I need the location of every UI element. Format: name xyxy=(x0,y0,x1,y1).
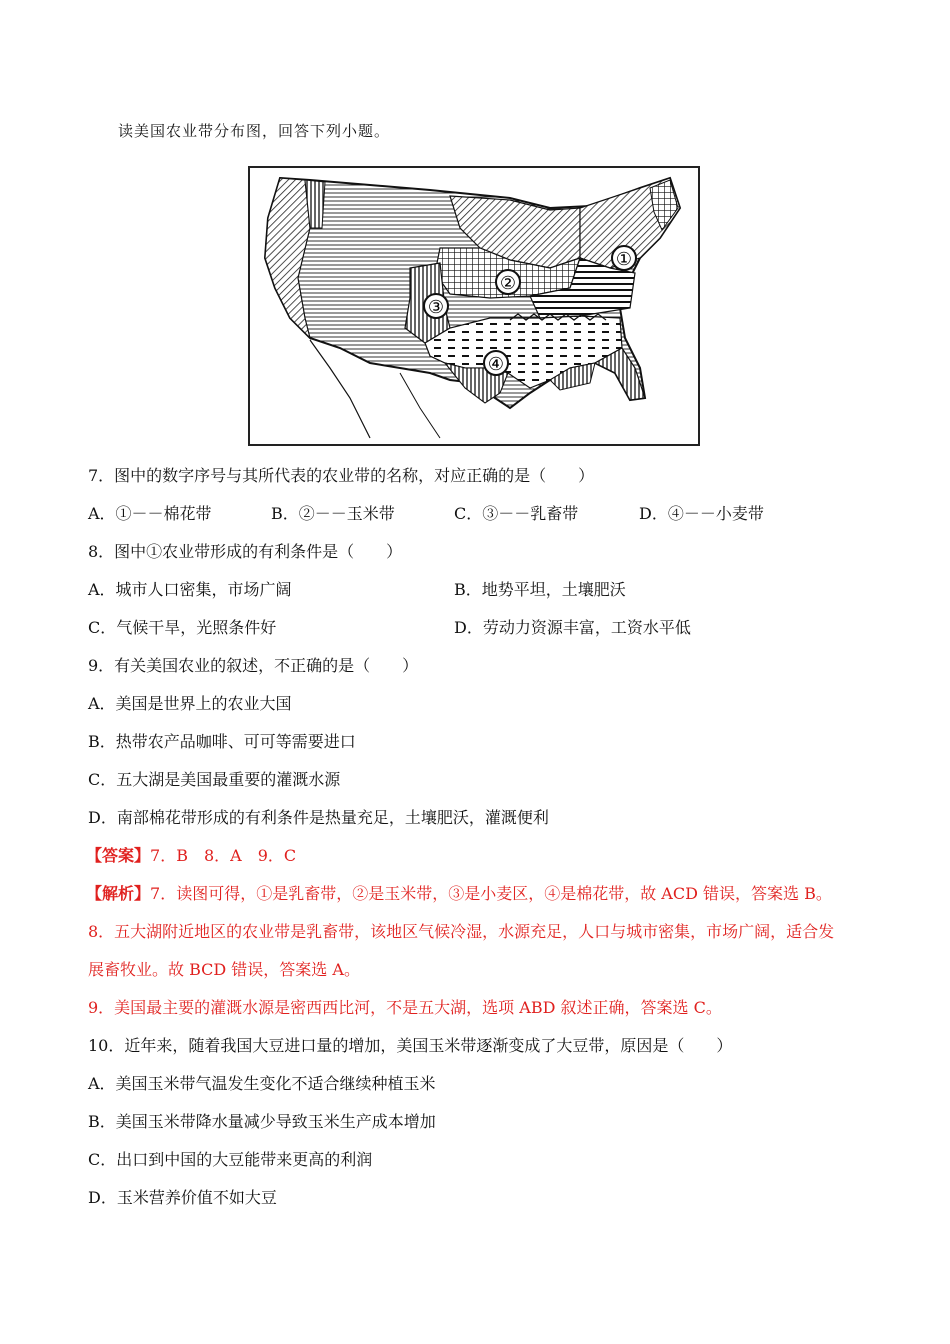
analysis-line-8b: 展畜牧业。故 BCD 错误，答案选 A。 xyxy=(88,960,360,979)
q8-option-a: A．城市人口密集，市场广阔 xyxy=(88,580,292,599)
q10-option-c: C．出口到中国的大豆能带来更高的利润 xyxy=(88,1150,373,1169)
q7-option-b: B．②－－玉米带 xyxy=(271,504,395,523)
q8-option-d: D．劳动力资源丰富，工资水平低 xyxy=(454,618,691,637)
answer-line xyxy=(86,846,296,866)
q10-stem: 10．近年来，随着我国大豆进口量的增加，美国玉米带逐渐变成了大豆带，原因是（ ） xyxy=(88,1036,733,1055)
map-label-1 xyxy=(612,246,636,270)
answer-label: 【答案】 xyxy=(86,846,151,865)
q8-option-c: C．气候干旱，光照条件好 xyxy=(88,618,277,637)
map-label-3 xyxy=(424,294,448,318)
analysis-line-8a: 8．五大湖附近地区的农业带是乳畜带，该地区气候冷湿，水源充足，人口与城市密集，市场广阔，适合发 xyxy=(88,922,835,941)
q9-option-d: D．南部棉花带形成的有利条件是热量充足，土壤肥沃，灌溉便利 xyxy=(88,808,549,827)
q8-option-b: B．地势平坦，土壤肥沃 xyxy=(454,580,626,599)
q8-stem: 8．图中①农业带形成的有利条件是（ ） xyxy=(88,542,403,561)
answer-text: 7．B 8．A 9．C xyxy=(150,846,297,865)
svg-text:④: ④ xyxy=(487,354,505,375)
q10-option-a: A．美国玉米带气温发生变化不适合继续种植玉米 xyxy=(88,1074,436,1093)
q10-option-b: B．美国玉米带降水量减少导致玉米生产成本增加 xyxy=(88,1112,436,1131)
q7-option-c: C．③－－乳畜带 xyxy=(454,504,579,523)
analysis-text-7: 7．读图可得，①是乳畜带，②是玉米带，③是小麦区，④是棉花带，故 ACD 错误，答案选 B。 xyxy=(150,884,832,903)
svg-text:②: ② xyxy=(499,273,517,294)
q7-stem: 7．图中的数字序号与其所代表的农业带的名称，对应正确的是（ ） xyxy=(88,466,595,485)
analysis-line-1 xyxy=(86,884,832,904)
q8-options-row2 xyxy=(88,618,848,638)
q10-option-d: D．玉米营养价值不如大豆 xyxy=(88,1188,277,1207)
q9-option-b: B．热带农产品咖啡、可可等需要进口 xyxy=(88,732,356,751)
q9-option-c: C．五大湖是美国最重要的灌溉水源 xyxy=(88,770,341,789)
svg-text:③: ③ xyxy=(427,297,445,318)
q7-option-d: D．④－－小麦带 xyxy=(639,504,764,523)
map-figure xyxy=(250,168,698,444)
q7-option-a: A．①－－棉花带 xyxy=(88,504,212,523)
map-label-4 xyxy=(484,351,508,375)
q8-options-row1 xyxy=(88,580,848,600)
svg-text:①: ① xyxy=(615,249,633,270)
analysis-label: 【解析】 xyxy=(86,884,151,903)
map-label-2 xyxy=(496,270,520,294)
q7-options xyxy=(88,504,848,524)
analysis-line-9: 9．美国最主要的灌溉水源是密西西比河，不是五大湖，选项 ABD 叙述正确，答案选 C。 xyxy=(88,998,722,1017)
q9-option-a: A．美国是世界上的农业大国 xyxy=(88,694,292,713)
us-agriculture-map xyxy=(248,166,700,446)
q9-stem: 9．有关美国农业的叙述，不正确的是（ ） xyxy=(88,656,419,675)
intro-text: 读美国农业带分布图，回答下列小题。 xyxy=(118,122,391,140)
